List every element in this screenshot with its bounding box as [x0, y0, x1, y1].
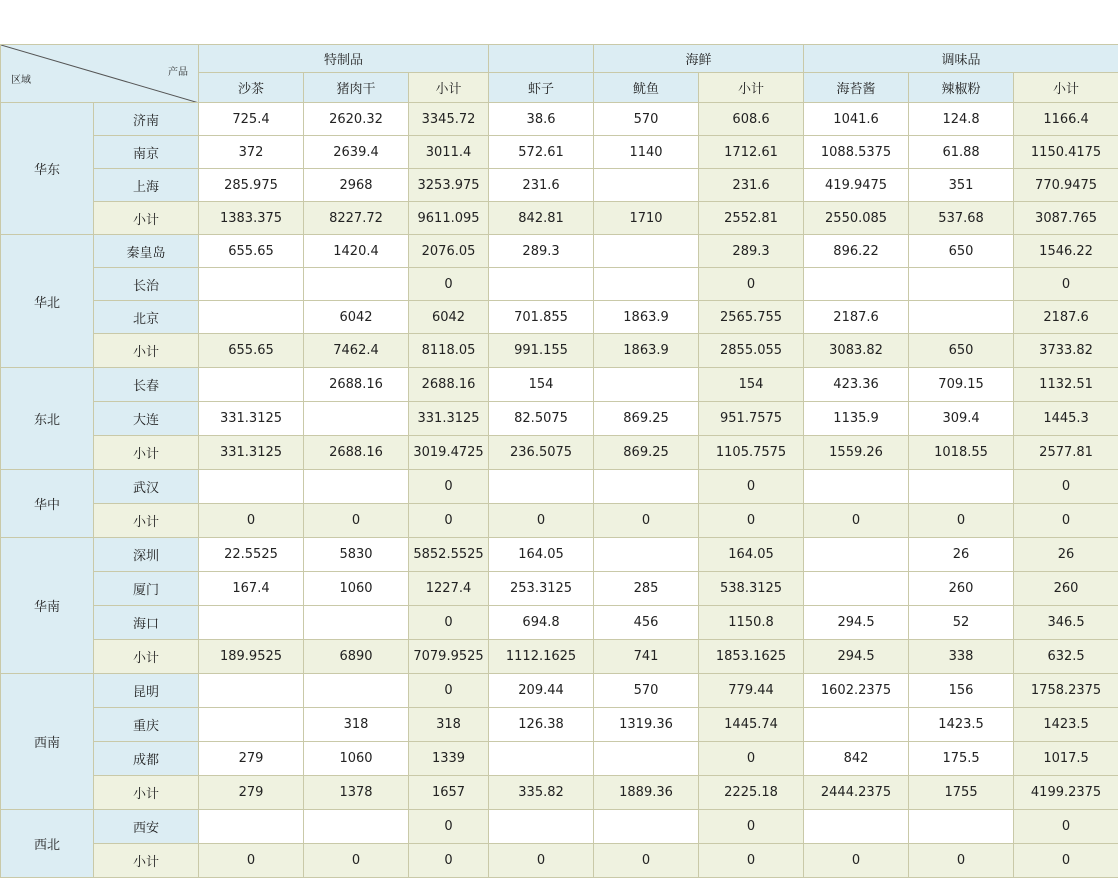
value-cell: 253.3125: [489, 572, 594, 606]
value-cell: 52: [909, 606, 1014, 640]
value-cell: [594, 742, 699, 776]
subtotal-cell: 2688.16: [304, 436, 409, 470]
value-cell: [199, 301, 304, 334]
subtotal-cell: 538.3125: [699, 572, 804, 606]
subtotal-cell: 2076.05: [409, 235, 489, 268]
subtotal-label: 小计: [94, 202, 199, 235]
subtotal-cell: 8227.72: [304, 202, 409, 235]
value-cell: 372: [199, 136, 304, 169]
subtotal-cell: 2187.6: [1014, 301, 1118, 334]
subtotal-cell: 0: [304, 844, 409, 878]
subtotal-cell: 0: [409, 844, 489, 878]
category-header: 特制品: [199, 45, 489, 73]
value-cell: 61.88: [909, 136, 1014, 169]
subtotal-cell: 164.05: [699, 538, 804, 572]
subtotal-cell: 0: [489, 844, 594, 878]
subtotal-cell: 1559.26: [804, 436, 909, 470]
product-axis-label: 产品: [168, 63, 188, 78]
value-cell: [594, 470, 699, 504]
subtotal-row: [1, 202, 1118, 235]
table-row: [1, 708, 1118, 742]
value-cell: 572.61: [489, 136, 594, 169]
value-cell: [594, 268, 699, 301]
value-cell: 2620.32: [304, 103, 409, 136]
subtotal-cell: 1889.36: [594, 776, 699, 810]
subtotal-cell: 1423.5: [1014, 708, 1118, 742]
product-header: 猪肉干: [304, 73, 409, 103]
region-cell: 华东: [1, 103, 94, 235]
value-cell: 2968: [304, 169, 409, 202]
table-row: [1, 810, 1118, 844]
value-cell: 285.975: [199, 169, 304, 202]
city-cell: 上海: [94, 169, 199, 202]
value-cell: 1135.9: [804, 402, 909, 436]
subtotal-label: 小计: [94, 640, 199, 674]
value-cell: 351: [909, 169, 1014, 202]
subtotal-cell: 0: [1014, 470, 1118, 504]
subtotal-cell: 1853.1625: [699, 640, 804, 674]
crosstab-report: [0, 44, 1118, 878]
subtotal-cell: 3733.82: [1014, 334, 1118, 368]
subtotal-cell: 741: [594, 640, 699, 674]
subtotal-cell: 0: [409, 470, 489, 504]
value-cell: [199, 708, 304, 742]
product-header: 虾子: [489, 73, 594, 103]
region-cell: 华中: [1, 470, 94, 538]
subtotal-cell: 4199.2375: [1014, 776, 1118, 810]
city-cell: 昆明: [94, 674, 199, 708]
subtotal-cell: 0: [699, 268, 804, 301]
subtotal-cell: 1105.7575: [699, 436, 804, 470]
value-cell: 1319.36: [594, 708, 699, 742]
subtotal-cell: 0: [699, 810, 804, 844]
subtotal-cell: 0: [1014, 844, 1118, 878]
value-cell: 231.6: [489, 169, 594, 202]
city-cell: 西安: [94, 810, 199, 844]
value-cell: [489, 268, 594, 301]
value-cell: 1088.5375: [804, 136, 909, 169]
subtotal-cell: 26: [1014, 538, 1118, 572]
value-cell: [199, 674, 304, 708]
table-row: [1, 368, 1118, 402]
subtotal-cell: 2855.055: [699, 334, 804, 368]
subtotal-cell: 9611.095: [409, 202, 489, 235]
value-cell: [199, 470, 304, 504]
subtotal-cell: 3019.4725: [409, 436, 489, 470]
value-cell: 279: [199, 742, 304, 776]
value-cell: 1863.9: [594, 301, 699, 334]
value-cell: 1602.2375: [804, 674, 909, 708]
subtotal-cell: 289.3: [699, 235, 804, 268]
subtotal-label: 小计: [94, 776, 199, 810]
region-cell: 华南: [1, 538, 94, 674]
value-cell: 154: [489, 368, 594, 402]
subtotal-cell: 1710: [594, 202, 699, 235]
subtotal-cell: 779.44: [699, 674, 804, 708]
subtotal-cell: 279: [199, 776, 304, 810]
value-cell: 82.5075: [489, 402, 594, 436]
value-cell: [199, 368, 304, 402]
value-cell: [489, 470, 594, 504]
value-cell: [304, 268, 409, 301]
table-row: [1, 235, 1118, 268]
value-cell: 209.44: [489, 674, 594, 708]
subtotal-cell: 2552.81: [699, 202, 804, 235]
subtotal-cell: 1712.61: [699, 136, 804, 169]
category-header: 调味品: [804, 45, 1118, 73]
city-cell: 武汉: [94, 470, 199, 504]
city-cell: 成都: [94, 742, 199, 776]
subtotal-label: 小计: [94, 504, 199, 538]
table-row: [1, 470, 1118, 504]
subtotal-cell: 0: [409, 810, 489, 844]
table-row: [1, 136, 1118, 169]
value-cell: 309.4: [909, 402, 1014, 436]
value-cell: [909, 470, 1014, 504]
subtotal-row: [1, 640, 1118, 674]
subtotal-cell: 0: [1014, 504, 1118, 538]
value-cell: [489, 810, 594, 844]
value-cell: 2187.6: [804, 301, 909, 334]
subtotal-cell: 2577.81: [1014, 436, 1118, 470]
subtotal-cell: 231.6: [699, 169, 804, 202]
value-cell: [804, 572, 909, 606]
subtotal-cell: 0: [909, 844, 1014, 878]
value-cell: 1420.4: [304, 235, 409, 268]
value-cell: 709.15: [909, 368, 1014, 402]
value-cell: 167.4: [199, 572, 304, 606]
value-cell: 842: [804, 742, 909, 776]
value-cell: 164.05: [489, 538, 594, 572]
subtotal-cell: 842.81: [489, 202, 594, 235]
subtotal-column-header: 小计: [699, 73, 804, 103]
subtotal-row: [1, 334, 1118, 368]
subtotal-cell: 318: [409, 708, 489, 742]
subtotal-cell: 1018.55: [909, 436, 1014, 470]
subtotal-cell: 1150.4175: [1014, 136, 1118, 169]
subtotal-cell: 2550.085: [804, 202, 909, 235]
subtotal-label: 小计: [94, 436, 199, 470]
subtotal-row: [1, 436, 1118, 470]
value-cell: [304, 470, 409, 504]
subtotal-cell: 7462.4: [304, 334, 409, 368]
product-header: 海苔酱: [804, 73, 909, 103]
table-row: [1, 538, 1118, 572]
value-cell: 294.5: [804, 606, 909, 640]
city-cell: 重庆: [94, 708, 199, 742]
city-cell: 秦皇岛: [94, 235, 199, 268]
subtotal-cell: 1150.8: [699, 606, 804, 640]
subtotal-cell: 650: [909, 334, 1014, 368]
city-cell: 大连: [94, 402, 199, 436]
subtotal-cell: 335.82: [489, 776, 594, 810]
subtotal-column-header: 小计: [1014, 73, 1118, 103]
subtotal-cell: 331.3125: [409, 402, 489, 436]
subtotal-cell: 991.155: [489, 334, 594, 368]
subtotal-cell: 1227.4: [409, 572, 489, 606]
subtotal-cell: 6042: [409, 301, 489, 334]
subtotal-cell: 3011.4: [409, 136, 489, 169]
value-cell: 1060: [304, 572, 409, 606]
value-cell: 331.3125: [199, 402, 304, 436]
subtotal-cell: 0: [409, 268, 489, 301]
value-cell: 896.22: [804, 235, 909, 268]
subtotal-cell: 3087.765: [1014, 202, 1118, 235]
subtotal-cell: 1546.22: [1014, 235, 1118, 268]
value-cell: [199, 606, 304, 640]
value-cell: [199, 268, 304, 301]
value-cell: 156: [909, 674, 1014, 708]
city-cell: 长治: [94, 268, 199, 301]
value-cell: [804, 268, 909, 301]
value-cell: [909, 810, 1014, 844]
city-cell: 深圳: [94, 538, 199, 572]
subtotal-cell: 260: [1014, 572, 1118, 606]
value-cell: [804, 538, 909, 572]
subtotal-cell: 951.7575: [699, 402, 804, 436]
subtotal-cell: 236.5075: [489, 436, 594, 470]
value-cell: [304, 674, 409, 708]
subtotal-cell: 1378: [304, 776, 409, 810]
subtotal-cell: 0: [409, 606, 489, 640]
subtotal-cell: 1657: [409, 776, 489, 810]
table-row: [1, 103, 1118, 136]
region-axis-label: 区域: [11, 71, 31, 86]
subtotal-cell: 0: [409, 504, 489, 538]
subtotal-cell: 0: [699, 844, 804, 878]
value-cell: 38.6: [489, 103, 594, 136]
subtotal-cell: 3345.72: [409, 103, 489, 136]
value-cell: 701.855: [489, 301, 594, 334]
value-cell: [304, 402, 409, 436]
value-cell: 725.4: [199, 103, 304, 136]
subtotal-cell: 1166.4: [1014, 103, 1118, 136]
value-cell: 6042: [304, 301, 409, 334]
subtotal-cell: 1863.9: [594, 334, 699, 368]
value-cell: 570: [594, 103, 699, 136]
subtotal-cell: 0: [909, 504, 1014, 538]
value-cell: [594, 235, 699, 268]
subtotal-row: [1, 504, 1118, 538]
category-header: [489, 45, 594, 73]
value-cell: 650: [909, 235, 1014, 268]
product-header: 沙茶: [199, 73, 304, 103]
subtotal-cell: 632.5: [1014, 640, 1118, 674]
value-cell: [304, 606, 409, 640]
subtotal-cell: 2225.18: [699, 776, 804, 810]
subtotal-cell: 8118.05: [409, 334, 489, 368]
subtotal-cell: 0: [594, 844, 699, 878]
table-row: [1, 268, 1118, 301]
subtotal-cell: 5852.5525: [409, 538, 489, 572]
subtotal-cell: 0: [489, 504, 594, 538]
region-cell: 东北: [1, 368, 94, 470]
city-cell: 厦门: [94, 572, 199, 606]
subtotal-cell: 2444.2375: [804, 776, 909, 810]
value-cell: [804, 708, 909, 742]
subtotal-cell: 294.5: [804, 640, 909, 674]
subtotal-cell: 3253.975: [409, 169, 489, 202]
subtotal-cell: 0: [804, 504, 909, 538]
subtotal-cell: 338: [909, 640, 1014, 674]
value-cell: 456: [594, 606, 699, 640]
value-cell: 260: [909, 572, 1014, 606]
subtotal-cell: 0: [594, 504, 699, 538]
city-cell: 济南: [94, 103, 199, 136]
table-row: [1, 402, 1118, 436]
subtotal-cell: 0: [409, 674, 489, 708]
subtotal-cell: 0: [804, 844, 909, 878]
value-cell: 289.3: [489, 235, 594, 268]
value-cell: [909, 268, 1014, 301]
subtotal-cell: 537.68: [909, 202, 1014, 235]
value-cell: 22.5525: [199, 538, 304, 572]
subtotal-cell: 770.9475: [1014, 169, 1118, 202]
value-cell: 126.38: [489, 708, 594, 742]
subtotal-cell: 1132.51: [1014, 368, 1118, 402]
region-cell: 华北: [1, 235, 94, 368]
value-cell: 1423.5: [909, 708, 1014, 742]
value-cell: 124.8: [909, 103, 1014, 136]
category-header: 海鲜: [594, 45, 804, 73]
city-cell: 长春: [94, 368, 199, 402]
subtotal-cell: 1445.74: [699, 708, 804, 742]
value-cell: 2639.4: [304, 136, 409, 169]
subtotal-cell: 1339: [409, 742, 489, 776]
value-cell: 655.65: [199, 235, 304, 268]
value-cell: 423.36: [804, 368, 909, 402]
subtotal-cell: 608.6: [699, 103, 804, 136]
subtotal-cell: 331.3125: [199, 436, 304, 470]
value-cell: 175.5: [909, 742, 1014, 776]
value-cell: [594, 810, 699, 844]
subtotal-cell: 869.25: [594, 436, 699, 470]
subtotal-cell: 1383.375: [199, 202, 304, 235]
subtotal-cell: 1758.2375: [1014, 674, 1118, 708]
subtotal-cell: 1017.5: [1014, 742, 1118, 776]
subtotal-cell: 7079.9525: [409, 640, 489, 674]
subtotal-cell: 189.9525: [199, 640, 304, 674]
product-header: 鱿鱼: [594, 73, 699, 103]
value-cell: 1041.6: [804, 103, 909, 136]
region-cell: 西南: [1, 674, 94, 810]
subtotal-cell: 0: [1014, 268, 1118, 301]
value-cell: 694.8: [489, 606, 594, 640]
subtotal-cell: 1755: [909, 776, 1014, 810]
city-cell: 海口: [94, 606, 199, 640]
value-cell: 1140: [594, 136, 699, 169]
subtotal-cell: 1445.3: [1014, 402, 1118, 436]
value-cell: 285: [594, 572, 699, 606]
subtotal-column-header: 小计: [409, 73, 489, 103]
product-header: 辣椒粉: [909, 73, 1014, 103]
table-row: [1, 169, 1118, 202]
subtotal-cell: 1112.1625: [489, 640, 594, 674]
subtotal-row: [1, 776, 1118, 810]
value-cell: 869.25: [594, 402, 699, 436]
subtotal-cell: 0: [304, 504, 409, 538]
subtotal-cell: 6890: [304, 640, 409, 674]
subtotal-cell: 0: [699, 470, 804, 504]
table-row: [1, 572, 1118, 606]
subtotal-cell: 0: [699, 504, 804, 538]
value-cell: 570: [594, 674, 699, 708]
value-cell: 419.9475: [804, 169, 909, 202]
value-cell: [804, 810, 909, 844]
region-cell: 西北: [1, 810, 94, 878]
corner-header: [1, 45, 199, 103]
subtotal-cell: 2565.755: [699, 301, 804, 334]
city-cell: 南京: [94, 136, 199, 169]
subtotal-label: 小计: [94, 844, 199, 878]
city-cell: 北京: [94, 301, 199, 334]
value-cell: [489, 742, 594, 776]
subtotal-cell: 2688.16: [409, 368, 489, 402]
value-cell: 5830: [304, 538, 409, 572]
value-cell: 318: [304, 708, 409, 742]
subtotal-cell: 655.65: [199, 334, 304, 368]
subtotal-cell: 0: [699, 742, 804, 776]
value-cell: [594, 368, 699, 402]
subtotal-row: [1, 844, 1118, 878]
table-row: [1, 742, 1118, 776]
subtotal-cell: 3083.82: [804, 334, 909, 368]
value-cell: [199, 810, 304, 844]
value-cell: [909, 301, 1014, 334]
value-cell: [304, 810, 409, 844]
subtotal-cell: 0: [1014, 810, 1118, 844]
subtotal-label: 小计: [94, 334, 199, 368]
table-row: [1, 674, 1118, 708]
value-cell: [804, 470, 909, 504]
value-cell: 26: [909, 538, 1014, 572]
subtotal-cell: 346.5: [1014, 606, 1118, 640]
value-cell: 2688.16: [304, 368, 409, 402]
value-cell: 1060: [304, 742, 409, 776]
table-row: [1, 606, 1118, 640]
table-row: [1, 301, 1118, 334]
subtotal-cell: 0: [199, 504, 304, 538]
value-cell: [594, 538, 699, 572]
subtotal-cell: 0: [199, 844, 304, 878]
subtotal-cell: 154: [699, 368, 804, 402]
value-cell: [594, 169, 699, 202]
